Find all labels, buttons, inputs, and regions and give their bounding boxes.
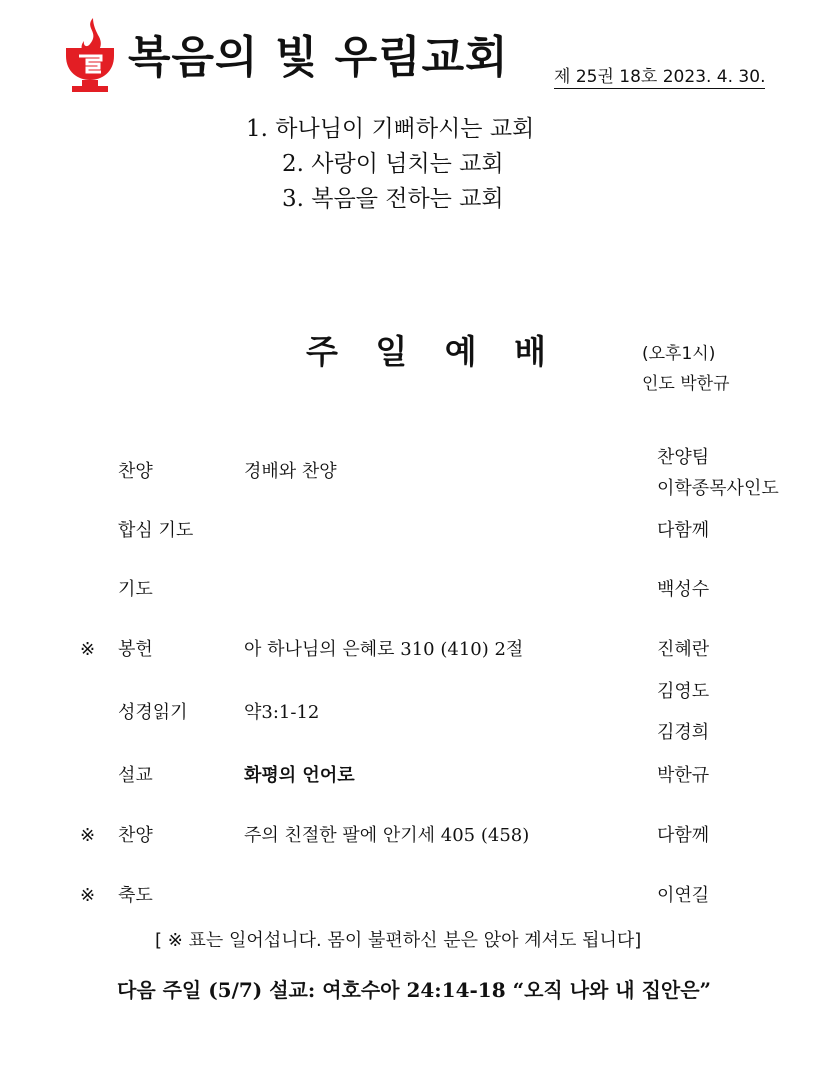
standing-notice: [ ※ 표는 일어섭니다. 몸이 불편하신 분은 앉아 계셔도 됩니다] [155,930,642,951]
order-label: 축도 [118,885,153,906]
order-label: 찬양 [118,825,153,846]
order-label: 찬양 [118,461,153,482]
order-content: 약3:1-12 [244,702,320,723]
sermon-title: 화평의 언어로 [244,765,355,786]
order-person: 박한규 [657,765,710,786]
motto-line-1: 1. 하나님이 기뻐하시는 교회 [246,116,535,142]
order-content: 경배와 찬양 [244,461,337,482]
service-time: (오후1시) [642,344,716,364]
order-person: 다함께 [657,825,710,846]
service-title: 주 일 예 배 [306,332,559,371]
order-person: 이학종목사인도 [657,478,779,499]
standing-mark: ※ [80,885,96,906]
order-person: 찬양팀 [657,447,710,468]
next-week-sermon: 다음 주일 (5/7) 설교: 여호수아 24:14-18 “오직 나와 내 집안은” [117,978,712,1002]
issue-info: 제 25권 18호 2023. 4. 30. [554,67,766,87]
order-person: 김경희 [657,722,710,743]
service-leader: 인도 박한규 [642,374,730,394]
order-content: 아 하나님의 은혜로 310 (410) 2절 [244,639,524,660]
church-name: 복음의 빛 우림교회 [128,32,509,83]
standing-mark: ※ [80,639,96,660]
order-person: 김영도 [657,681,710,702]
motto-line-2: 2. 사랑이 넘치는 교회 [282,151,504,177]
order-label: 합심 기도 [118,520,194,541]
order-label: 기도 [118,579,153,600]
order-label: 성경읽기 [118,702,188,723]
order-label: 봉헌 [118,639,153,660]
order-content: 주의 친절한 팔에 안기세 405 (458) [244,825,530,846]
church-flame-logo-icon [60,16,120,92]
order-person: 이연길 [657,885,710,906]
order-person: 진혜란 [657,639,710,660]
standing-mark: ※ [80,825,96,846]
order-label: 설교 [118,765,153,786]
order-person: 백성수 [657,579,710,600]
order-person: 다함께 [657,520,710,541]
motto-line-3: 3. 복음을 전하는 교회 [282,186,504,212]
